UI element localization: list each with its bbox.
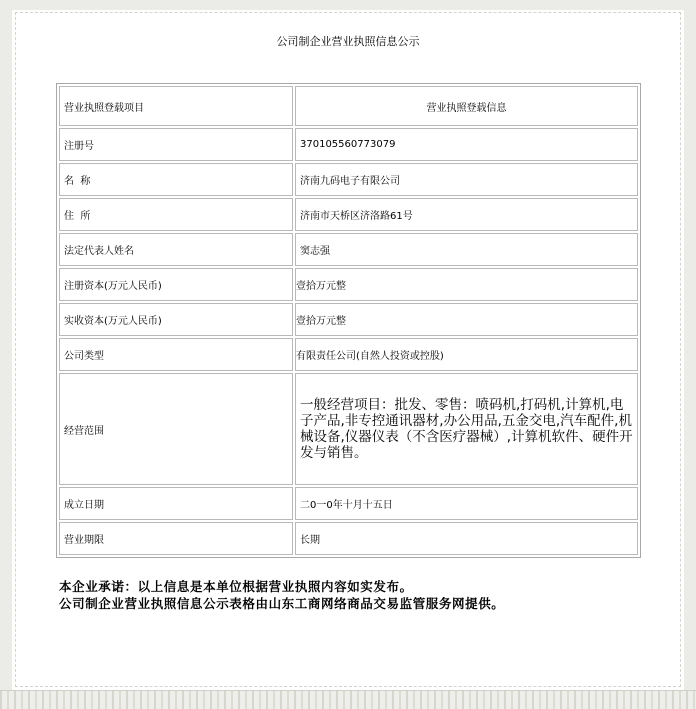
establishment-date: 二0一0年十月十五日 [295,487,638,520]
row-label: 营业期限 [59,522,293,555]
company-type: 有限责任公司(自然人投资或控股) [295,338,638,371]
table-row [59,303,638,336]
company-name: 济南九码电子有限公司 [295,163,638,196]
table-row [59,522,638,555]
table-row [59,128,638,161]
decorative-border [0,690,696,709]
license-info-table [56,83,641,558]
header-label: 营业执照登载项目 [59,86,293,126]
notice-block [59,578,679,612]
table-row [59,163,638,196]
row-label: 注册号 [59,128,293,161]
table-row [59,373,638,485]
registered-capital: 壹拾万元整 [295,268,638,301]
row-label: 成立日期 [59,487,293,520]
table-row [59,233,638,266]
registration-number: 370105560773079 [295,128,638,161]
business-term: 长期 [295,522,638,555]
table-header-row [59,86,638,126]
commitment-statement: 本企业承诺：以上信息是本单位根据营业执照内容如实发布。 [59,579,413,594]
header-value: 营业执照登载信息 [295,86,638,126]
table-row [59,268,638,301]
row-label: 实收资本(万元人民币) [59,303,293,336]
table-row [59,198,638,231]
document-title: 公司制企业营业执照信息公示 [276,35,420,48]
company-address: 济南市天桥区济洛路61号 [295,198,638,231]
row-label: 名 称 [59,163,293,196]
table-row [59,338,638,371]
business-scope: 一般经营项目：批发、零售：喷码机,打码机,计算机,电子产品,非专控通讯器材,办公用品,五金交电,汽车配件,机械设备,仪器仪表（不含医疗器械）,计算机软件、硬件开发与销售。 [295,373,638,485]
row-label: 住 所 [59,198,293,231]
row-label: 公司类型 [59,338,293,371]
provider-statement: 公司制企业营业执照信息公示表格由山东工商网络商品交易监管服务网提供。 [59,596,505,611]
paid-in-capital: 壹拾万元整 [295,303,638,336]
row-label: 注册资本(万元人民币) [59,268,293,301]
row-label: 法定代表人姓名 [59,233,293,266]
legal-representative: 窦志强 [295,233,638,266]
table-row [59,487,638,520]
row-label: 经营范围 [59,373,293,485]
